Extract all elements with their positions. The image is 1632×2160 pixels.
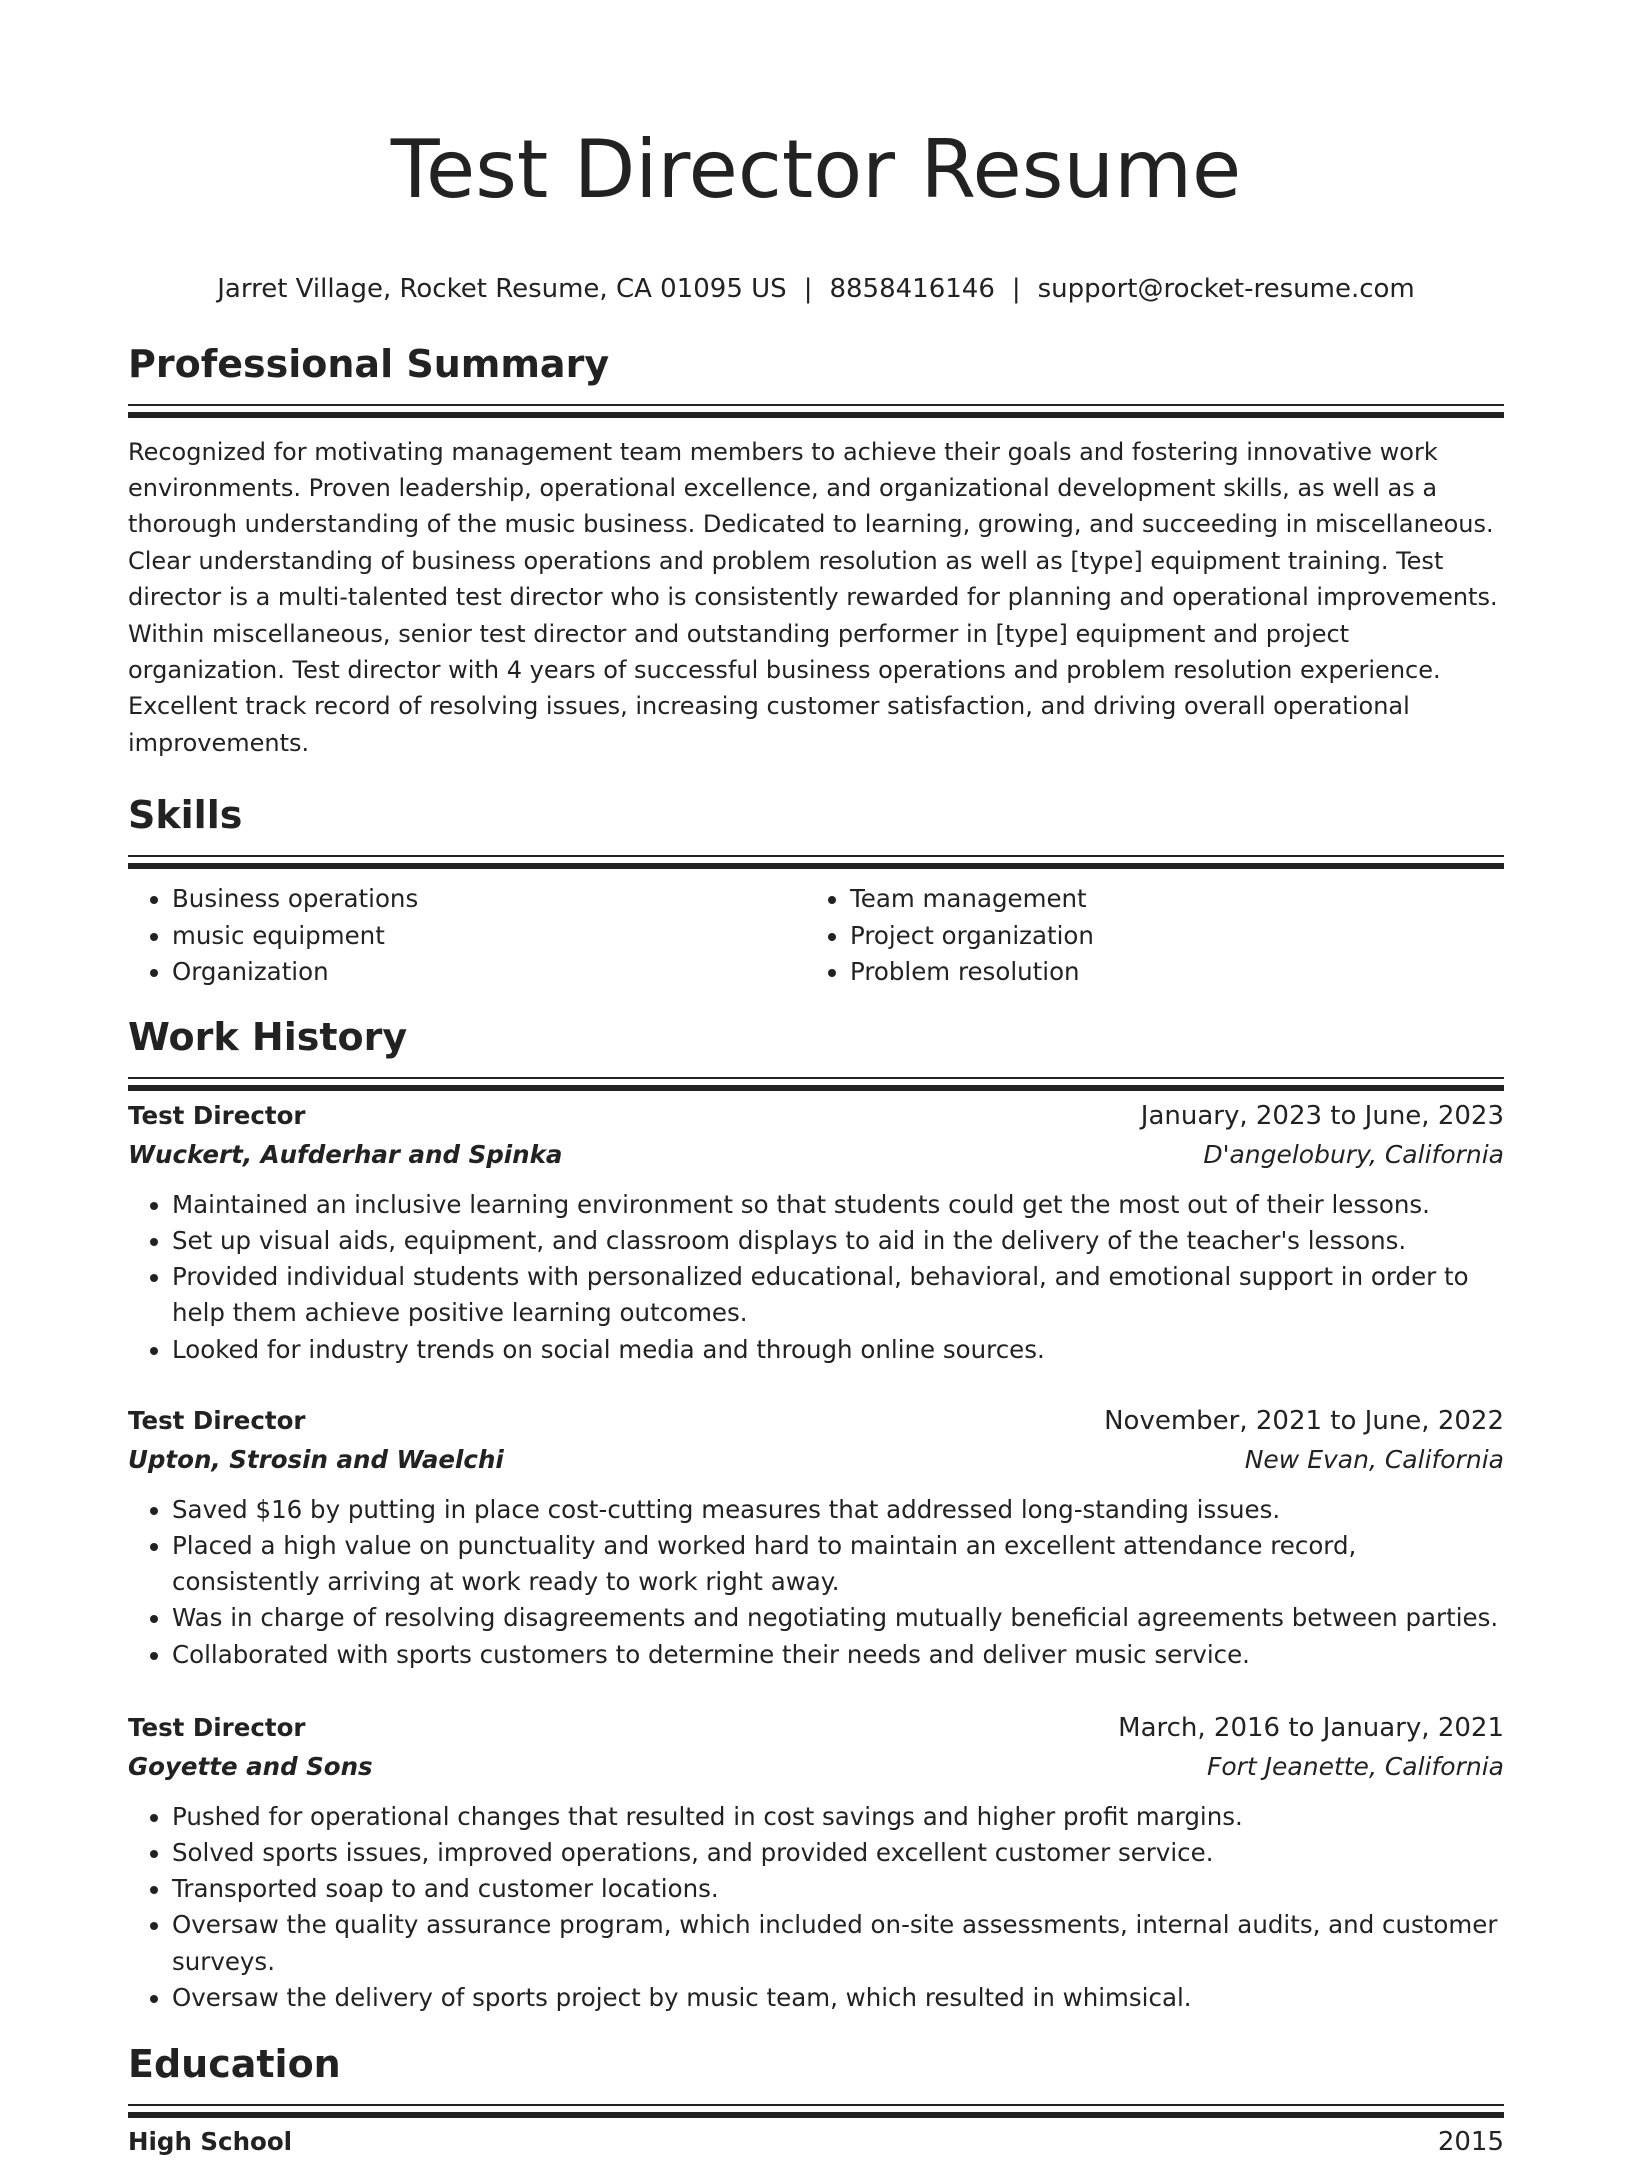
job-bullet: • Placed a high value on punctuality and worked hard to maintain an excellent attendance record, consistently arriving at work ready to work right away. bbox=[172, 1528, 1504, 1600]
job-bullet: • Maintained an inclusive learning environment so that students could get the most out of their lessons. bbox=[172, 1187, 1504, 1223]
job-role: Test Director bbox=[128, 1100, 306, 1130]
job-bullet: • Provided individual students with personalized educational, behavioral, and emotional support in order to help them achieve positive learning outcomes. bbox=[172, 1259, 1504, 1331]
contact-separator: | bbox=[803, 273, 813, 304]
page-title: Test Director Resume bbox=[390, 123, 1242, 216]
job-location: Fort Jeanette, California bbox=[1206, 1751, 1504, 1781]
skills-list bbox=[128, 881, 1504, 991]
job-bullet: • Set up visual aids, equipment, and classroom displays to aid in the delivery of the teacher's lessons. bbox=[172, 1223, 1504, 1259]
job-bullets bbox=[128, 1187, 1504, 1368]
contact-email: support@rocket-resume.com bbox=[1037, 273, 1415, 304]
contact-address: Jarret Village, Rocket Resume, CA 01095 US bbox=[217, 273, 787, 304]
job-header bbox=[128, 1402, 1504, 1440]
job-role: Test Director bbox=[128, 1405, 306, 1435]
section-divider bbox=[128, 855, 1504, 857]
job-location: New Evan, California bbox=[1244, 1444, 1504, 1474]
job-entry bbox=[128, 1402, 1504, 1673]
section-divider bbox=[128, 404, 1504, 406]
job-bullet: • Transported soap to and customer locations. bbox=[172, 1871, 1504, 1907]
job-subheader bbox=[128, 1135, 1504, 1175]
skill-item: • Organization bbox=[172, 954, 806, 991]
summary-text: Recognized for motivating management team members to achieve their goals and fostering innovative work environments. Proven leadership, operational excellence, and organizational development skills, as well as a thorough understanding of the music business. Dedicated to learning, growing, and succeeding in miscellaneous. Clear understanding of business operations and problem resolution as well as [type] equipment training. Test director is a multi-talented test director who is consistently rewarded for planning and operational improvements. Within miscellaneous, senior test director and outstanding performer in [type] equipment and project organization. Test director with 4 years of successful business operations and problem resolution experience. Excellent track record of resolving issues, increasing customer satisfaction, and driving overall operational improvements. bbox=[128, 437, 1498, 757]
job-location: D'angelobury, California bbox=[1203, 1139, 1504, 1169]
skill-item: • Team management bbox=[850, 881, 1484, 918]
job-header bbox=[128, 1709, 1504, 1747]
skill-item: • Business operations bbox=[172, 881, 806, 918]
job-dates: January, 2023 to June, 2023 bbox=[1140, 1100, 1504, 1131]
contact-phone: 8858416146 bbox=[829, 273, 995, 304]
skills-column-left bbox=[128, 881, 806, 991]
education-degree: High School bbox=[128, 2127, 293, 2156]
contact-line bbox=[128, 272, 1504, 306]
job-entry bbox=[128, 1097, 1504, 1368]
job-dates: November, 2021 to June, 2022 bbox=[1104, 1405, 1504, 1436]
skill-item: • music equipment bbox=[172, 918, 806, 955]
section-title-work-history: Work History bbox=[128, 1014, 408, 1059]
job-bullet: • Saved $16 by putting in place cost-cutting measures that addressed long-standing issues. bbox=[172, 1492, 1504, 1528]
job-dates: March, 2016 to January, 2021 bbox=[1118, 1712, 1504, 1743]
resume-page bbox=[128, 0, 1504, 2160]
job-bullet: • Was in charge of resolving disagreements and negotiating mutually beneficial agreements between parties. bbox=[172, 1600, 1504, 1636]
section-divider bbox=[128, 2104, 1504, 2106]
job-bullet: • Pushed for operational changes that resulted in cost savings and higher profit margins. bbox=[172, 1799, 1504, 1835]
job-bullet: • Collaborated with sports customers to determine their needs and deliver music service. bbox=[172, 1637, 1504, 1673]
job-bullets bbox=[128, 1492, 1504, 1673]
education-entry bbox=[128, 2124, 1504, 2160]
job-company: Upton, Strosin and Waelchi bbox=[128, 1444, 504, 1474]
skill-item: • Problem resolution bbox=[850, 954, 1484, 991]
section-title-skills: Skills bbox=[128, 793, 243, 838]
job-header bbox=[128, 1097, 1504, 1135]
job-entry bbox=[128, 1709, 1504, 2016]
job-role: Test Director bbox=[128, 1712, 306, 1742]
job-bullet: • Solved sports issues, improved operations, and provided excellent customer service. bbox=[172, 1835, 1504, 1871]
job-subheader bbox=[128, 1747, 1504, 1787]
section-title-education: Education bbox=[128, 2042, 341, 2086]
contact-separator: | bbox=[1011, 273, 1021, 304]
job-company: Wuckert, Aufderhar and Spinka bbox=[128, 1139, 563, 1169]
skill-item: • Project organization bbox=[850, 918, 1484, 955]
education-year: 2015 bbox=[1437, 2127, 1504, 2157]
section-title-summary: Professional Summary bbox=[128, 341, 610, 386]
job-bullet: • Looked for industry trends on social media and through online sources. bbox=[172, 1332, 1504, 1368]
section-divider bbox=[128, 1077, 1504, 1079]
job-bullets bbox=[128, 1799, 1504, 2016]
job-bullet: • Oversaw the quality assurance program, which included on-site assessments, internal audits, and customer surveys. bbox=[172, 1907, 1504, 1979]
skills-column-right bbox=[806, 881, 1484, 991]
job-bullet: • Oversaw the delivery of sports project by music team, which resulted in whimsical. bbox=[172, 1980, 1504, 2016]
job-subheader bbox=[128, 1440, 1504, 1480]
job-company: Goyette and Sons bbox=[128, 1751, 373, 1781]
